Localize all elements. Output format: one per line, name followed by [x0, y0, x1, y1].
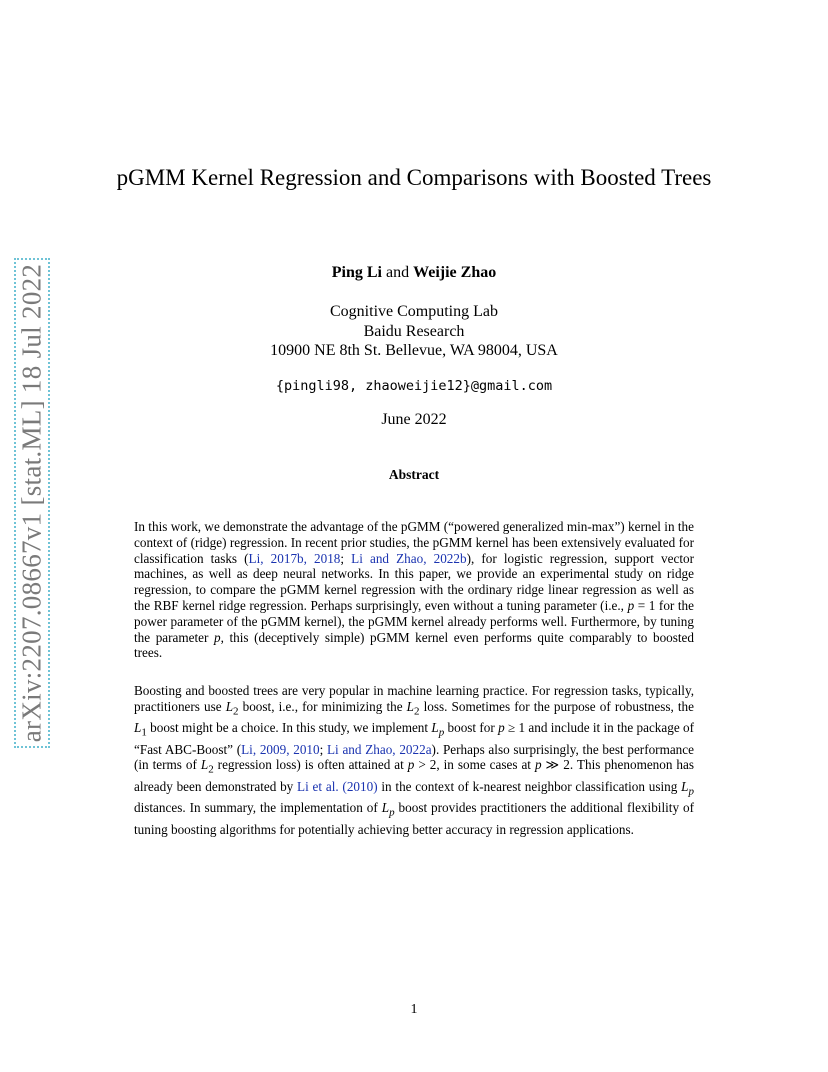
page-number: 1 — [410, 1002, 418, 1017]
body-text: ). Perhaps also surprisingly, the best performance (in terms of — [134, 741, 694, 773]
affiliation-address: 10900 NE 8th St. Bellevue, WA 98004, USA — [270, 342, 558, 359]
body-text: ≫ 2. This phenomenon has already been demonstrated by — [134, 757, 695, 794]
author-first: Ping Li — [331, 264, 382, 281]
body-text: boost, i.e., for minimizing the — [238, 698, 407, 714]
body-paragraph — [134, 683, 694, 838]
paper-title: pGMM Kernel Regression and Comparisons with Boosted Trees — [116, 165, 712, 191]
math-symbol: L — [225, 698, 234, 714]
abstract-heading: Abstract — [388, 467, 440, 482]
paper-date: June 2022 — [381, 411, 447, 428]
math-subscript: 1 — [141, 726, 147, 739]
affiliation-lab: Cognitive Computing Lab — [330, 303, 498, 320]
body-text: loss. Sometimes for the purpose of robustness, the — [419, 698, 694, 714]
math-subscript: 2 — [414, 705, 420, 718]
arxiv-identifier: arXiv:2207.08667v1 [stat.ML] 18 Jul 2022 — [16, 263, 47, 743]
math-symbol: p — [214, 629, 221, 645]
author-conjunction: and — [386, 264, 410, 281]
citation-link[interactable]: Li, 2017b, 2018 — [248, 550, 341, 566]
math-symbol: p — [407, 757, 415, 773]
math-symbol: L — [200, 757, 209, 773]
math-subscript: p — [389, 806, 395, 819]
math-symbol: L — [431, 720, 439, 736]
math-symbol: p — [498, 720, 505, 736]
author-email: {pingli98, zhaoweijie12}@gmail.com — [275, 378, 553, 394]
math-symbol: L — [381, 800, 390, 816]
citation-link[interactable]: Li et al. (2010) — [297, 778, 378, 794]
math-subscript: p — [688, 785, 694, 798]
affiliation-block — [0, 302, 828, 361]
math-subscript: p — [438, 726, 445, 739]
citation-link[interactable]: Li and Zhao, 2022a — [327, 741, 432, 757]
body-text: boost might be a choice. In this study, we implement — [146, 720, 432, 736]
abstract-text: , this (deceptively simple) pGMM kernel even performs quite comparably to boosted trees. — [134, 629, 694, 661]
math-symbol: L — [134, 720, 142, 736]
abstract-paragraph — [134, 519, 694, 661]
body-text: ≥ 1 and include it in the package of “Fast ABC-Boost” ( — [134, 720, 694, 757]
affiliation-org: Baidu Research — [363, 322, 465, 340]
math-symbol: p — [627, 597, 635, 613]
body-text: ; — [319, 741, 327, 757]
math-symbol: L — [681, 778, 689, 794]
math-symbol: L — [406, 698, 415, 714]
author-second: Weijie Zhao — [413, 264, 497, 281]
abstract-text: ; — [340, 550, 352, 566]
math-symbol: p — [534, 757, 542, 773]
abstract-text: ), for logistic regression, support vector machines, as well as deep neural networks. In this paper, we provide an experimental study on ridge regression, to compare the pGMM kernel regression with the ordinary ridge linear regression as well as the RBF kernel ridge regression. Perhaps surprisingly, even without a tuning parameter (i.e., — [134, 550, 694, 613]
body-text: > 2, in some cases at — [414, 757, 535, 773]
body-text: in the context of k-nearest neighbor classification using — [377, 778, 682, 794]
body-text: distances. In summary, the implementation of — [134, 800, 382, 816]
body-text: boost provides practitioners the additional flexibility of tuning boosting algorithms for potentially achieving better accuracy in regression applications. — [134, 800, 694, 837]
abstract-text: = 1 for the power parameter of the pGMM kernel), the pGMM kernel already performs well. Furthermore, by tuning the parameter — [134, 597, 694, 645]
body-text: regression loss) is often attained at — [213, 757, 408, 773]
citation-link[interactable]: Li and Zhao, 2022b — [351, 550, 467, 566]
body-text: Boosting and boosted trees are very popular in machine learning practice. For regression tasks, typically, practitioners use — [134, 683, 694, 714]
abstract-text: In this work, we demonstrate the advantage of the pGMM (“powered generalized min-max”) kernel in the context of (ridge) regression. In recent prior studies, the pGMM kernel has been extensively evaluated for classification tasks ( — [134, 519, 694, 566]
math-subscript: 2 — [233, 705, 239, 718]
body-text: boost for — [444, 720, 499, 736]
citation-link[interactable]: Li, 2009, 2010 — [241, 741, 320, 757]
math-subscript: 2 — [208, 764, 214, 777]
author-line — [0, 264, 828, 282]
